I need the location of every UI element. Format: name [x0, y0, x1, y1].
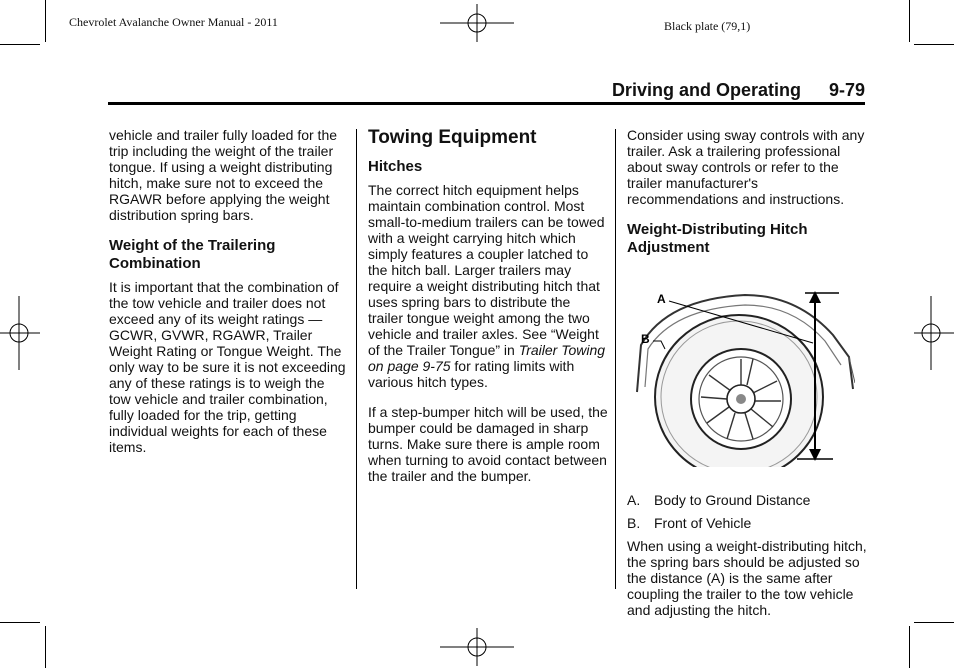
legend-item — [627, 492, 867, 508]
column-divider — [356, 129, 357, 589]
subheading-trailering-combination: Weight of the Trailering Combination — [109, 237, 276, 272]
column-3 — [627, 127, 867, 625]
registration-mark-icon — [0, 296, 40, 370]
header-rule — [108, 102, 865, 105]
plate-manual-title: Chevrolet Avalanche Owner Manual - 2011 — [69, 15, 278, 29]
legend-key: A. — [627, 492, 641, 508]
paragraph: It is important that the combination of the tow vehicle and trailer does not exceed any of its weight ratings — GCWR, GVWR, RGAWR, Trailer Weight Rating or Tongue Weight. The only way to be sure it is not exceeding any of these ratings is to weigh the tow vehicle and trailer combination, fully loaded for the trip, getting individual weights for each of these items. — [109, 279, 346, 455]
legend-key: B. — [627, 515, 641, 531]
section-title: Driving and Operating — [611, 80, 801, 100]
callout-a: A — [657, 292, 666, 306]
registration-mark-icon — [440, 4, 514, 42]
callout-b: B — [641, 332, 650, 346]
paragraph: If a step-bumper hitch will be used, the bumper could be damaged in sharp turns. Make sure there is ample room when turning to avoid contact between the trailer and the bumper. — [368, 404, 608, 484]
registration-mark-icon — [914, 296, 954, 370]
column-2 — [368, 127, 608, 491]
paragraph-text: for rating limits with various hitch types. — [368, 358, 575, 390]
crop-mark — [45, 626, 46, 668]
paragraph-text: The correct hitch equipment helps maintain combination control. Most small-to-medium trailers can be towed with a weight carrying hitch which simply features a coupler latched to the hitch ball. Larger trailers may require a weight distributing hitch that uses spring bars to distribute the trailer tongue weight among the two vehicle and trailer axles. See “Weight of the Trailer Tongue” in — [368, 182, 605, 358]
section-heading-towing-equipment: Towing Equipment — [368, 127, 537, 148]
registration-mark-icon — [440, 628, 514, 666]
column-1 — [109, 127, 349, 462]
legend-item — [627, 515, 867, 531]
page-number: 9-79 — [828, 80, 865, 100]
running-head — [109, 80, 865, 101]
paragraph — [368, 182, 608, 390]
crop-mark — [909, 0, 910, 42]
paragraph: vehicle and trailer fully loaded for the trip including the weight of the trailer tongue. If using a weight distributing hitch, make sure not to exceed the RGAWR before applying the weight distribution spring bars. — [109, 127, 338, 223]
crop-mark — [914, 44, 954, 45]
crop-mark — [0, 44, 40, 45]
wheel-height-diagram — [627, 287, 855, 467]
subheading-hitches: Hitches — [368, 158, 423, 175]
paragraph: Consider using sway controls with any trailer. Ask a trailering professional about sway controls or refer to the trailer manufacturer's recommendations and instructions. — [627, 127, 865, 207]
crop-mark — [45, 0, 46, 42]
crop-mark — [909, 626, 910, 668]
crop-mark — [0, 622, 40, 623]
legend-text: Body to Ground Distance — [654, 492, 811, 508]
legend-text: Front of Vehicle — [654, 515, 752, 531]
crop-mark — [914, 622, 954, 623]
subheading-hitch-adjustment: Weight-Distributing Hitch Adjustment — [627, 221, 808, 256]
cross-reference-link[interactable]: Trailer Towing on page 9-75 — [368, 342, 606, 374]
paragraph: When using a weight-distributing hitch, the spring bars should be adjusted so the distance (A) is the same after coupling the trailer to the tow vehicle and adjusting the hitch. — [627, 538, 867, 618]
column-divider — [615, 129, 616, 589]
plate-number: Black plate (79,1) — [664, 19, 751, 33]
